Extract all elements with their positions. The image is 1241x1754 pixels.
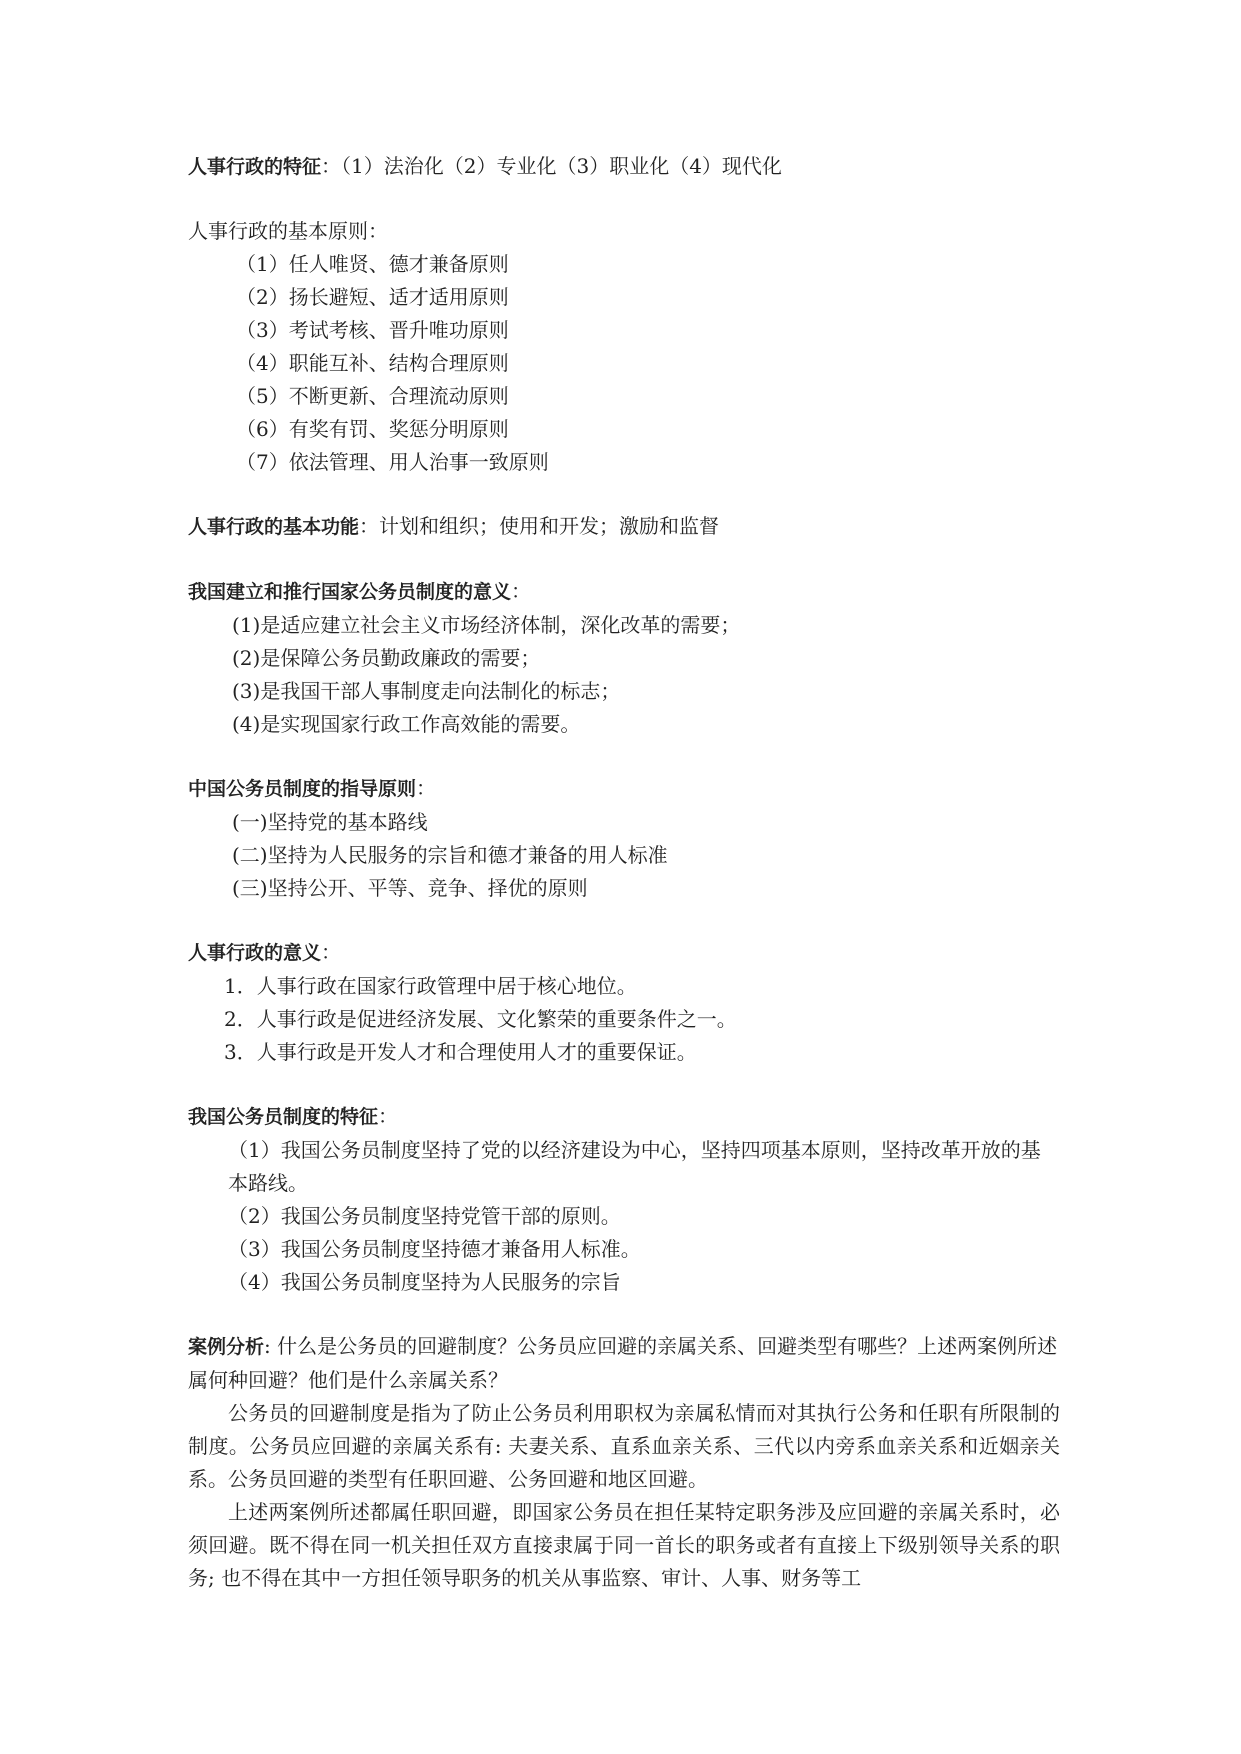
significance-civil-heading: 我国建立和推行国家公务员制度的意义 <box>188 581 512 603</box>
section-features <box>188 150 1060 184</box>
guiding-item: (三)坚持公开、平等、竞争、择优的原则 <box>232 876 588 900</box>
civil-features-item: （3）我国公务员制度坚持德才兼备用人标准。 <box>228 1237 641 1261</box>
functions-heading: 人事行政的基本功能 <box>188 516 360 538</box>
civil-features-item: （1）我国公务员制度坚持了党的以经济建设为中心，坚持四项基本原则，坚持改革开放的基本路线。 <box>228 1138 1041 1195</box>
principles-heading: 人事行政的基本原则： <box>188 219 388 243</box>
significance-civil-item: (1)是适应建立社会主义市场经济体制，深化改革的需要； <box>232 613 741 637</box>
features-text: ：（1）法治化（2）专业化（3）职业化（4）现代化 <box>321 154 782 178</box>
guiding-heading: 中国公务员制度的指导原则 <box>188 778 417 800</box>
functions-text: ：计划和组织；使用和开发；激励和监督 <box>359 514 720 538</box>
principle-item: （5）不断更新、合理流动原则 <box>236 384 509 408</box>
significance-civil-heading-line <box>188 575 1060 609</box>
section-functions <box>188 510 1060 544</box>
principle-item: （4）职能互补、结构合理原则 <box>236 351 509 375</box>
guiding-item: (二)坚持为人民服务的宗旨和德才兼备的用人标准 <box>232 843 668 867</box>
civil-features-item: （2）我国公务员制度坚持党管干部的原则。 <box>228 1204 621 1228</box>
civil-features-item: （4）我国公务员制度坚持为人民服务的宗旨 <box>228 1270 621 1294</box>
principle-item: （3）考试考核、晋升唯功原则 <box>236 318 509 342</box>
section-case <box>188 1330 1060 1595</box>
case-paragraph: 公务员的回避制度是指为了防止公务员利用职权为亲属私情而对其执行公务和任职有所限制的制度。公务员应回避的亲属关系有: 夫妻关系、直系血亲关系、三代以内旁系血亲关系和近姻亲关系。公务员回避的类型有任职回避、公务回避和地区回避。 <box>188 1401 1060 1491</box>
significance-hr-item: 1．人事行政在国家行政管理中居于核心地位。 <box>224 974 637 998</box>
guiding-item: (一)坚持党的基本路线 <box>232 810 428 834</box>
functions-line <box>188 510 1060 544</box>
heading-colon: ： <box>416 776 437 800</box>
significance-civil-item: (2)是保障公务员勤政廉政的需要； <box>232 646 541 670</box>
section-significance-hr <box>188 936 1060 1069</box>
heading-colon: ： <box>511 579 532 603</box>
significance-hr-item: 3．人事行政是开发人才和合理使用人才的重要保证。 <box>224 1040 697 1064</box>
case-question-line <box>188 1330 1060 1397</box>
heading-colon: ： <box>321 940 342 964</box>
features-heading: 人事行政的特征 <box>188 156 322 178</box>
significance-hr-item: 2．人事行政是促进经济发展、文化繁荣的重要条件之一。 <box>224 1007 737 1031</box>
principle-item: （7）依法管理、用人治事一致原则 <box>236 450 549 474</box>
heading-colon: ： <box>378 1104 399 1128</box>
significance-hr-heading: 人事行政的意义 <box>188 942 322 964</box>
guiding-heading-line <box>188 772 1060 806</box>
case-heading: 案例分析 <box>188 1336 265 1358</box>
significance-civil-item: (3)是我国干部人事制度走向法制化的标志； <box>232 679 621 703</box>
section-principles <box>188 215 1060 479</box>
principle-item: （2）扬长避短、适才适用原则 <box>236 285 509 309</box>
civil-features-heading: 我国公务员制度的特征 <box>188 1106 379 1128</box>
section-civil-features <box>188 1100 1060 1299</box>
document-content <box>188 150 1060 1626</box>
section-guiding <box>188 772 1060 905</box>
significance-hr-heading-line <box>188 936 1060 970</box>
features-line <box>188 150 1060 184</box>
section-significance-civil <box>188 575 1060 741</box>
civil-features-heading-line <box>188 1100 1060 1134</box>
significance-civil-item: (4)是实现国家行政工作高效能的需要。 <box>232 712 581 736</box>
principle-item: （1）任人唯贤、德才兼备原则 <box>236 252 509 276</box>
case-paragraph: 上述两案例所述都属任职回避，即国家公务员在担任某特定职务涉及应回避的亲属关系时，必须回避。既不得在同一机关担任双方直接隶属于同一首长的职务或者有直接上下级别领导关系的职务; 也不得在其中一方担任领导职务的机关从事监察、审计、人事、财务等工 <box>188 1500 1060 1590</box>
principle-item: （6）有奖有罚、奖惩分明原则 <box>236 417 509 441</box>
case-question: : 什么是公务员的回避制度？公务员应回避的亲属关系、回避类型有哪些？上述两案例所述属何种回避？他们是什么亲属关系？ <box>188 1334 1058 1392</box>
